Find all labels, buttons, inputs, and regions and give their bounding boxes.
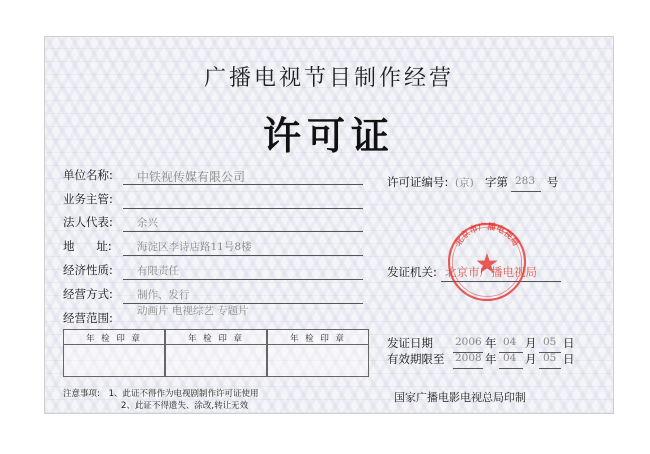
address-label: 地 址: xyxy=(63,239,112,253)
notes-item: 1、此证不得作为电视剧制作许可证使用 xyxy=(108,389,259,399)
field-nature xyxy=(63,262,363,280)
svg-text:北京市广播电视局: 北京市广播电视局 xyxy=(453,221,521,249)
year-unit: 年 xyxy=(485,352,497,366)
issue-year: 2006 xyxy=(455,336,482,348)
issue-date-label: 发证日期 xyxy=(387,336,433,350)
license-certificate xyxy=(44,36,614,414)
notes xyxy=(63,387,259,411)
issuing-authority-label: 发证机关: xyxy=(387,265,437,279)
annual-inspection-box xyxy=(267,329,369,377)
annual-inspection-title: 年 检 印 章 xyxy=(187,334,245,344)
valid-day: 05 xyxy=(543,352,557,364)
annual-inspection-title: 年 检 印 章 xyxy=(85,334,143,344)
valid-until-row xyxy=(387,351,587,369)
legal-rep-line xyxy=(123,231,363,232)
field-supervisor xyxy=(63,191,363,209)
legal-rep-label: 法人代表: xyxy=(63,215,113,229)
month-unit: 月 xyxy=(525,336,537,350)
day-unit: 日 xyxy=(563,352,575,366)
unit-name-label: 单位名称: xyxy=(63,168,113,182)
field-legal-rep xyxy=(63,214,363,232)
field-unit-name xyxy=(63,167,363,185)
scope-label: 经营范围: xyxy=(63,311,113,325)
license-number-label: 许可证编号: xyxy=(387,175,449,189)
valid-month: 04 xyxy=(503,352,517,364)
license-number-value: 283 xyxy=(515,175,536,187)
valid-until-label: 有效期限至 xyxy=(387,352,445,366)
unit-name-value: 中铁视传媒有限公司 xyxy=(137,170,246,184)
issuing-authority-value: 北京市广播电视局 xyxy=(445,265,537,279)
method-value: 制作、发行 xyxy=(137,289,190,301)
annual-inspection-box xyxy=(63,329,165,377)
official-seal xyxy=(445,220,529,304)
certificate-subtitle: 许可证 xyxy=(262,114,395,158)
notes-line xyxy=(63,387,259,399)
notes-line xyxy=(63,399,259,411)
license-zi: 字第 xyxy=(485,175,508,189)
annual-inspection-box xyxy=(165,329,267,377)
method-label: 经营方式: xyxy=(63,287,113,301)
address-line xyxy=(123,255,363,256)
issue-day: 05 xyxy=(543,336,557,348)
notes-item: 2、此证不得遗失、涂改,转让无效 xyxy=(121,401,249,411)
certificate-title: 广播电视节目制作经营 xyxy=(203,66,454,91)
license-number-row xyxy=(387,174,587,192)
valid-year: 2008 xyxy=(455,352,482,364)
legal-rep-value: 余兴 xyxy=(137,217,158,229)
license-prefix: (京) xyxy=(455,177,474,189)
scope-value: 动画片 电视综艺 专题片 xyxy=(137,305,249,317)
nature-line xyxy=(123,279,363,280)
nature-value: 有限责任 xyxy=(137,265,179,277)
supervisor-label: 业务主管: xyxy=(63,192,113,206)
notes-heading: 注意事项: xyxy=(63,389,100,399)
issuer-print: 国家广播电影电视总局印制 xyxy=(394,391,526,404)
annual-inspection-title: 年 检 印 章 xyxy=(289,334,347,344)
supervisor-line xyxy=(123,208,363,209)
license-hao: 号 xyxy=(547,175,559,189)
nature-label: 经济性质: xyxy=(63,263,113,277)
month-unit: 月 xyxy=(525,352,537,366)
field-method xyxy=(63,286,363,304)
field-address xyxy=(63,238,363,256)
field-scope xyxy=(63,305,363,328)
day-unit: 日 xyxy=(563,336,575,350)
year-unit: 年 xyxy=(485,336,497,350)
address-value: 海淀区李诗店路11号8楼 xyxy=(137,241,252,253)
issue-month: 04 xyxy=(503,336,517,348)
